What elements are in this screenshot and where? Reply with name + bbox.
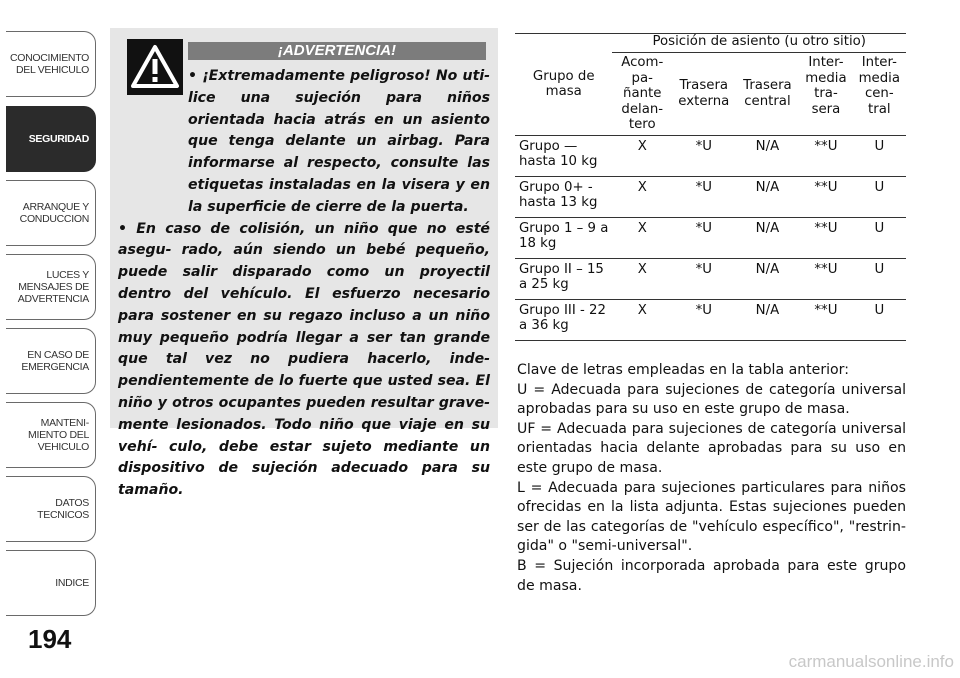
table-col-header: Acom- pa- ñante delan- tero	[621, 55, 664, 132]
table-cell: X	[637, 138, 647, 154]
legend-item: L = Adecuada para sujeciones particulares para niños ofrecidas en la lista adjunta. Estas sujeciones pueden ser de las categorías de "vehículo específico", "restrin- gida" o "semi-universal".	[517, 479, 906, 555]
legend-item: UF = Adecuada para sujeciones de categoría universal orientadas hacia delante aprobadas para su uso en este grupo de masa.	[517, 420, 906, 476]
tab-en-caso-de-emergencia[interactable]: EN CASO DE EMERGENCIA	[6, 328, 96, 394]
table-cell: U	[874, 261, 885, 277]
table-cell-group: Grupo II – 15 a 25 kg	[519, 261, 604, 292]
table-col-header: Trasera central	[743, 78, 792, 109]
legend-item: U = Adecuada para sujeciones de categoría universal aprobadas para su uso en este grupo de masa.	[517, 381, 906, 418]
legend-item: B = Sujeción incorporada aprobada para este grupo de masa.	[517, 557, 906, 594]
table-cell: **U	[814, 302, 838, 318]
table-cell: N/A	[755, 261, 780, 277]
table-cell: U	[874, 220, 885, 236]
table-row	[515, 299, 906, 340]
table-cell: *U	[695, 138, 712, 154]
tab-luces-y-mensajes[interactable]: LUCES Y MENSAJES DE ADVERTENCIA	[6, 254, 96, 320]
table-cell-group: Grupo 1 – 9 a 18 kg	[519, 220, 609, 251]
table-row	[515, 258, 906, 299]
table-cell-group: Grupo — hasta 10 kg	[519, 138, 598, 169]
table-col-header: Inter- media tra- sera	[805, 55, 847, 117]
table-cell: **U	[814, 138, 838, 154]
tab-datos-tecnicos[interactable]: DATOS TECNICOS	[6, 476, 96, 542]
table-cell: U	[874, 302, 885, 318]
table-cell: N/A	[755, 302, 780, 318]
child-restraint-table	[515, 33, 906, 341]
table-cell: U	[874, 179, 885, 195]
table-cell: X	[637, 179, 647, 195]
table-cell: **U	[814, 261, 838, 277]
table-cell: X	[637, 302, 647, 318]
tab-arranque-y-conduccion[interactable]: ARRANQUE Y CONDUCCION	[6, 180, 96, 246]
table-cell: X	[637, 220, 647, 236]
table-cell: N/A	[755, 179, 780, 195]
table-cell: *U	[695, 261, 712, 277]
table-row	[515, 176, 906, 217]
table-legend	[517, 361, 906, 596]
table-cell: *U	[695, 220, 712, 236]
table-cell: X	[637, 261, 647, 277]
warning-text	[118, 66, 490, 502]
table-cell: *U	[695, 302, 712, 318]
table-cell: **U	[814, 220, 838, 236]
table-header-position: Posición de asiento (u otro sitio)	[612, 34, 906, 53]
table-row	[515, 135, 906, 176]
tab-conocimiento-del-vehiculo[interactable]: CONOCIMIENTO DEL VEHICULO	[6, 31, 96, 97]
table-cell: U	[874, 138, 885, 154]
page-number: 194	[28, 624, 72, 654]
warning-heading: ¡ADVERTENCIA!	[188, 42, 486, 60]
table-cell-group: Grupo 0+ - hasta 13 kg	[519, 179, 598, 210]
table-cell: N/A	[755, 220, 780, 236]
table-cell: N/A	[755, 138, 780, 154]
table-cell-group: Grupo III - 22 a 36 kg	[519, 302, 606, 333]
tab-mantenimiento[interactable]: MANTENI- MIENTO DEL VEHICULO	[6, 402, 96, 468]
tab-seguridad[interactable]: SEGURIDAD	[6, 106, 96, 172]
table-col-header: Inter- media cen- tral	[858, 55, 901, 117]
table-col-header: Trasera externa	[678, 78, 730, 109]
warning-box	[110, 28, 498, 499]
table-cell: **U	[814, 179, 838, 195]
table-cell: *U	[695, 179, 712, 195]
watermark-text: carmanualsonline.info	[788, 652, 954, 671]
table-row	[515, 217, 906, 258]
warning-paragraph-2: • En caso de colisión, un niño que no esté asegu- rado, aún siendo un bebé pequeño, puede salir disparado como un proyectil dentro del vehículo. El esfuerzo necesario para sostener en su regazo incluso a un niño muy pequeño podría llegar a ser tan grande que tal vez no pudiera hacerlo, inde- pendientemente de lo fuerte que usted sea. El niño y otros ocupantes pueden resultar grave- mente lesionados. Todo niño que viaje en su vehí- culo, debe estar sujeto mediante un dispositivo de sujeción adecuado para su tamaño.	[118, 220, 490, 499]
table-header-group: Grupo de masa	[515, 34, 612, 136]
legend-intro: Clave de letras empleadas en la tabla anterior:	[517, 362, 849, 378]
tab-indice[interactable]: INDICE	[6, 550, 96, 616]
warning-paragraph-1: • ¡Extremadamente peligroso! No uti- lice una sujeción para niños orientada hacia atrás en un asiento que tenga delante un airbag. Para informarse al respecto, consulte las etiquetas instaladas en la visera y en la superficie de cierre de la puerta.	[188, 68, 490, 215]
